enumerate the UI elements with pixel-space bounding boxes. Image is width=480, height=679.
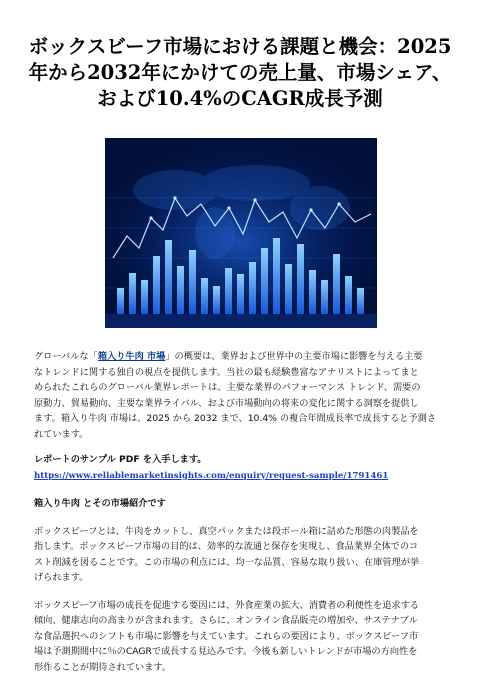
para2-line-5: 形作ることが期待されています。 — [34, 661, 172, 673]
sample-label: レポートのサンプル PDF を入手します。 — [34, 454, 207, 465]
bar-chart-globe-image — [105, 138, 377, 328]
hero-image — [105, 138, 377, 328]
market-link[interactable]: 箱入り牛肉 市場 — [97, 351, 166, 362]
intro-line-6: れています。 — [34, 428, 89, 440]
paragraph-1 — [34, 524, 448, 586]
article-body — [34, 349, 448, 675]
para2-line-4: 場は予測期間中に％のCAGRで成長する見込みです。今後も新しいトレンドが市場の方向性を — [34, 646, 418, 657]
para1-line-2: 指します。ボックスビーフ市場の目的は、効率的な流通と保存を実現し、食品業界全体でのコ — [34, 541, 419, 552]
sample-block — [34, 452, 448, 484]
title-line-2: 年から2032年にかけての売上量、市場シェア、 — [28, 61, 452, 84]
para1-line-3: スト削減を図ることです。この市場の利点には、均一な品質、容易な取り扱い、在庫管理が挙 — [34, 556, 420, 568]
para2-line-2: 傾向、健康志向の高まりが含まれます。さらに、オンライン食品販売の増加や、サステナブル — [34, 615, 418, 626]
intro-line-2: なトレンドに関する独自の視点を提供します。当社の最も経験豊富なアナリストによってまと — [34, 366, 419, 378]
title-line-3: および10.4%のCAGR成長予測 — [97, 87, 383, 110]
para2-line-1: ボックスビーフ市場の成長を促進する要因には、外食産業の拡大、消費者の利便性を追求する — [34, 599, 419, 611]
section-heading: 箱入り牛肉 とその市場紹介です — [34, 498, 166, 509]
intro-line-3: められたこれらのグローバル業界レポートは、主要な業界のパフォーマンス トレンド、需要の — [34, 382, 421, 393]
para1-line-4: げられます。 — [34, 572, 89, 583]
intro-suffix: 」の概要は、業界および世界中の主要市場に影響を与える主要 — [165, 351, 423, 362]
para2-line-3: な食品選択へのシフトも市場に影響を与えています。これらの要因により、ボックスビーフ市 — [34, 630, 419, 642]
para1-line-1: ボックスビーフとは、牛肉をカットし、真空パックまたは段ボール箱に詰めた形態の肉製品を — [34, 525, 419, 537]
paragraph-2 — [34, 598, 448, 676]
intro-prefix: グローバルな「 — [34, 351, 98, 362]
page-title — [20, 34, 460, 112]
title-line-1: ボックスビーフ市場における課題と機会：2025 — [28, 35, 452, 58]
intro-line-4: 原動力、貿易動向、主要な業界ライバル、および市場動向の将来の変化に関する洞察を提供し — [34, 397, 419, 409]
intro-paragraph — [34, 349, 448, 442]
intro-line-5: ます。箱入り牛肉 市場は、2025 から 2032 まで、10.4% の複合年間成長率で成長すると予測さ — [34, 413, 437, 424]
sample-url-link[interactable]: https://www.reliablemarketinsights.com/enquiry/request-sample/1791461 — [34, 470, 389, 481]
